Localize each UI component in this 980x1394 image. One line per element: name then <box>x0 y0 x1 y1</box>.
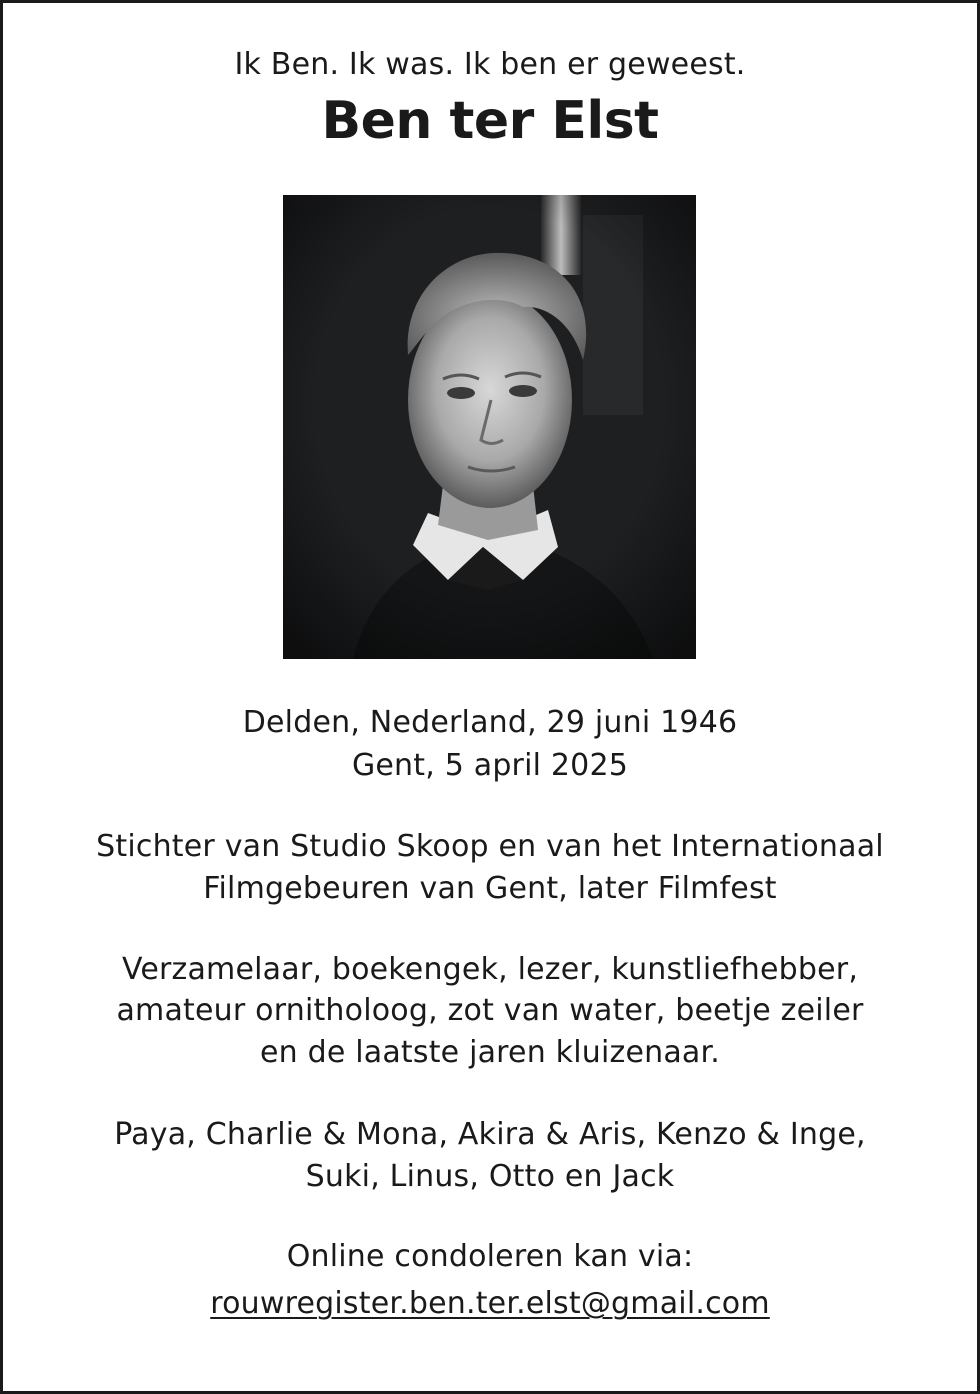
portrait-photo <box>283 195 696 659</box>
description-line: amateur ornitholoog, zot van water, beetje zeiler <box>116 993 864 1028</box>
description-line: Verzamelaar, boekengek, lezer, kunstliefhebber, <box>121 952 859 987</box>
condolence-email-link[interactable]: rouwregister.ben.ter.elst@gmail.com <box>210 1286 770 1321</box>
role-line: Filmgebeuren van Gent, later Filmfest <box>203 871 777 906</box>
family-line: Paya, Charlie & Mona, Akira & Aris, Kenzo & Inge, <box>114 1117 866 1152</box>
family-line: Suki, Linus, Otto en Jack <box>305 1159 675 1194</box>
death-place-date: Gent, 5 april 2025 <box>351 748 629 783</box>
description-line: en de laatste jaren kluizenaar. <box>259 1035 721 1070</box>
motto: Ik Ben. Ik was. Ik ben er geweest. <box>234 47 746 82</box>
birth-place-date: Delden, Nederland, 29 juni 1946 <box>242 705 738 740</box>
condolence-label: Online condoleren kan via: <box>286 1239 694 1274</box>
deceased-name: Ben ter Elst <box>321 91 659 151</box>
role-line: Stichter van Studio Skoop en van het Internationaal <box>96 829 884 864</box>
